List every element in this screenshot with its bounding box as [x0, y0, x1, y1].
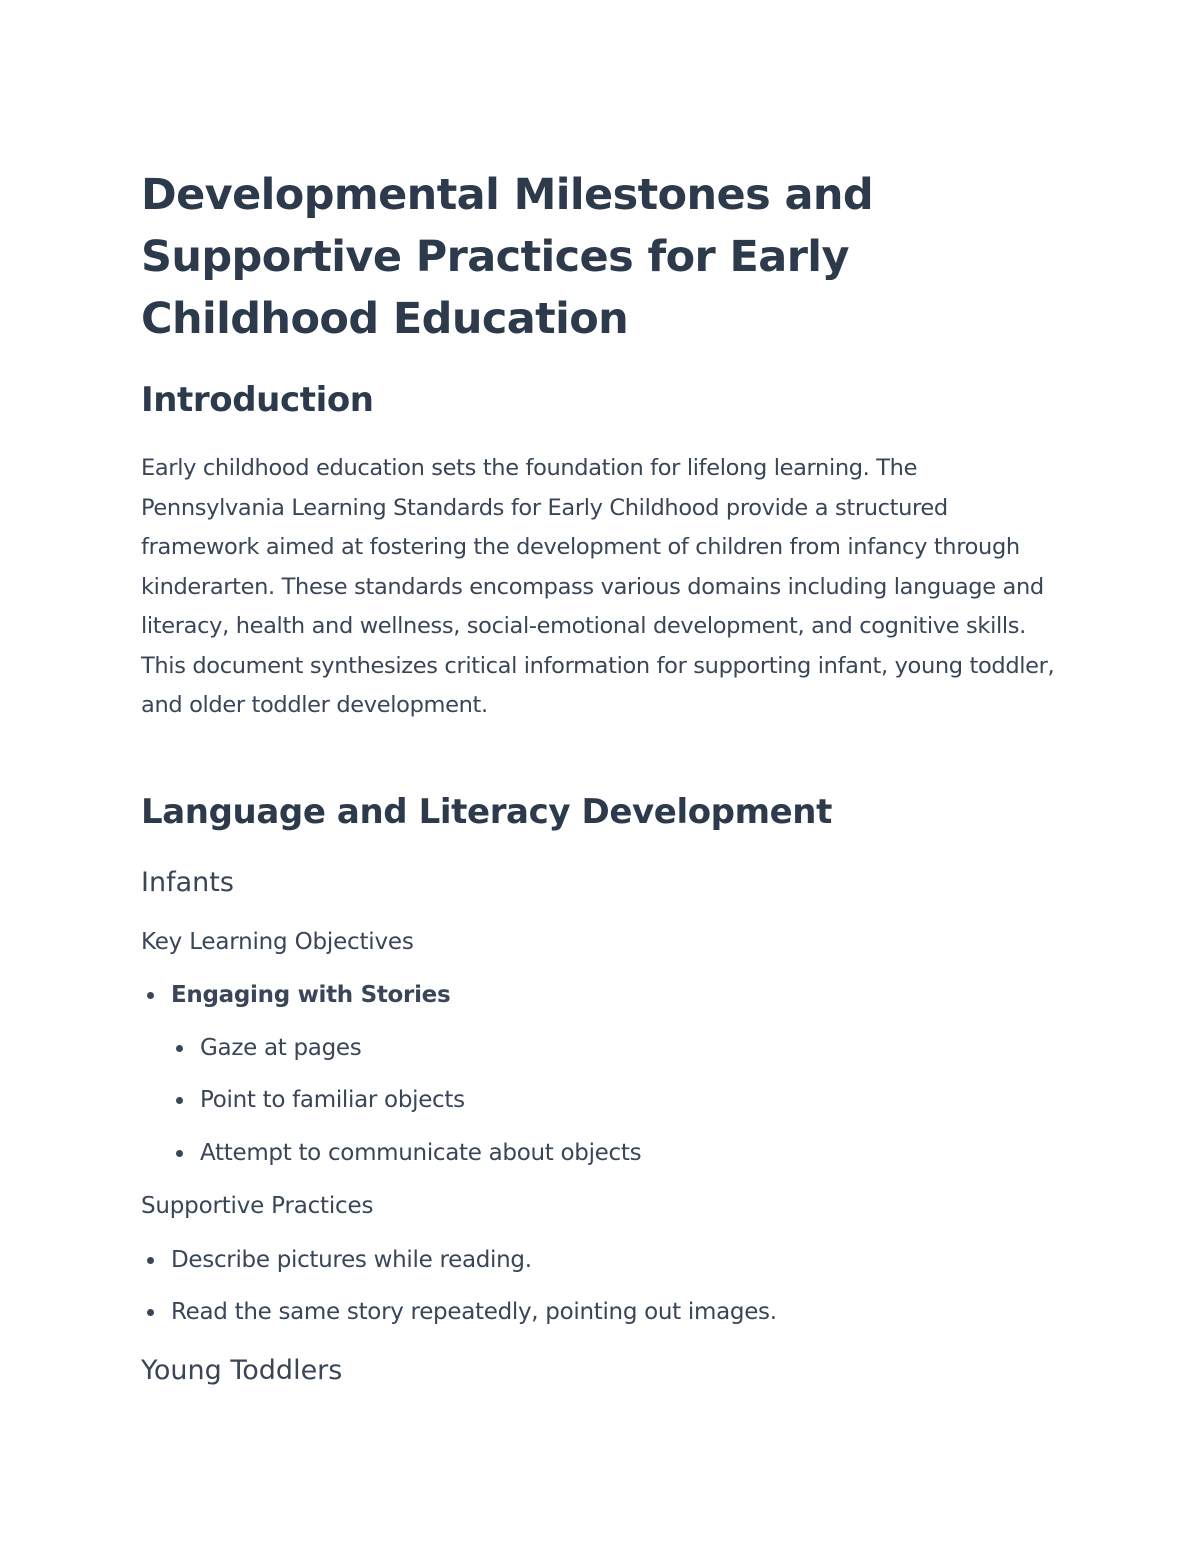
bullet-icon: [176, 1045, 183, 1052]
sub-item-text: Point to familiar objects: [200, 1087, 465, 1113]
practice-text: Describe pictures while reading.: [171, 1247, 532, 1273]
sub-item-text: Gaze at pages: [200, 1035, 362, 1061]
bullet-icon: [147, 992, 154, 999]
supportive-practices-heading: Supportive Practices: [141, 1193, 374, 1219]
introduction-paragraph: Early childhood education sets the foundation for lifelong learning. The Pennsylvania Learning Standards for Early Childhood provide a structured framework aimed at fostering the development of children from infancy through kinderarten. These standards encompass various domains including language and literacy, health and wellness, social-emotional development, and cognitive skills. This document synthesizes critical information for supporting infant, young toddler, and older toddler development.: [141, 455, 1055, 718]
bullet-icon: [147, 1309, 154, 1316]
young-toddlers-heading: Young Toddlers: [141, 1355, 343, 1386]
introduction-heading: Introduction: [141, 380, 374, 420]
objective-engaging-with-stories: Engaging with Stories: [171, 982, 451, 1008]
language-literacy-heading: Language and Literacy Development: [141, 792, 832, 832]
list-item: [200, 1138, 641, 1168]
list-item: [171, 980, 450, 1010]
infants-heading: Infants: [141, 867, 234, 898]
document-title: Developmental Milestones and Supportive Practices for Early Childhood Education: [141, 170, 874, 344]
bullet-icon: [147, 1257, 154, 1264]
list-item: [200, 1033, 361, 1063]
practice-text: Read the same story repeatedly, pointing out images.: [171, 1299, 777, 1325]
list-item: [171, 1245, 532, 1275]
list-item: [171, 1297, 777, 1327]
bullet-icon: [176, 1097, 183, 1104]
bullet-icon: [176, 1150, 183, 1157]
sub-item-text: Attempt to communicate about objects: [200, 1140, 642, 1166]
key-learning-objectives-heading: Key Learning Objectives: [141, 929, 414, 955]
list-item: [200, 1085, 465, 1115]
